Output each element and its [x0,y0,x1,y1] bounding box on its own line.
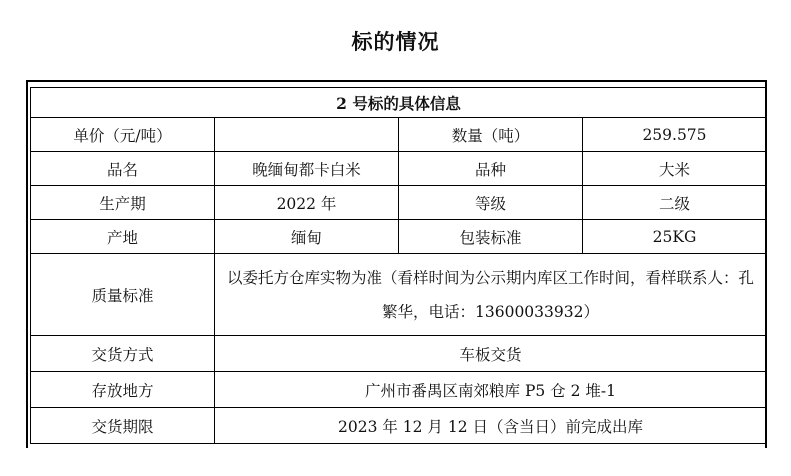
variety-label: 品种 [399,152,583,186]
packaging-value: 25KG [583,220,767,254]
table-row [31,408,767,444]
unit-price-value [215,118,399,152]
table-row [31,336,767,372]
quality-label: 质量标准 [31,254,215,336]
storage-value: 广州市番禺区南郊粮库 P5 仓 2 堆-1 [215,372,767,408]
table-row [31,118,767,152]
table-header-row [31,88,767,118]
quantity-label: 数量（吨） [399,118,583,152]
delivery-method-value: 车板交货 [215,336,767,372]
table-row [31,220,767,254]
delivery-method-label: 交货方式 [31,336,215,372]
variety-value: 大米 [583,152,767,186]
quality-value: 以委托方仓库实物为准（看样时间为公示期内库区工作时间，看样联系人：孔繁华，电话：13600033932） [215,254,767,336]
lot-info-table [30,87,767,444]
table-row [31,152,767,186]
origin-label: 产地 [31,220,215,254]
unit-price-label: 单价（元/吨） [31,118,215,152]
table-row [31,372,767,408]
grade-value: 二级 [583,186,767,220]
quantity-value: 259.575 [583,118,767,152]
delivery-deadline-label: 交货期限 [31,408,215,444]
product-name-value: 晚缅甸都卡白米 [215,152,399,186]
grade-label: 等级 [399,186,583,220]
production-period-value: 2022 年 [215,186,399,220]
table-header: 2 号标的具体信息 [31,88,767,118]
product-name-label: 品名 [31,152,215,186]
origin-value: 缅甸 [215,220,399,254]
table-row [31,186,767,220]
section-title: 标的情况 [351,30,440,54]
table-row [31,254,767,336]
packaging-label: 包装标准 [399,220,583,254]
production-period-label: 生产期 [31,186,215,220]
delivery-deadline-value: 2023 年 12 月 12 日（含当日）前完成出库 [215,408,767,444]
storage-label: 存放地方 [31,372,215,408]
